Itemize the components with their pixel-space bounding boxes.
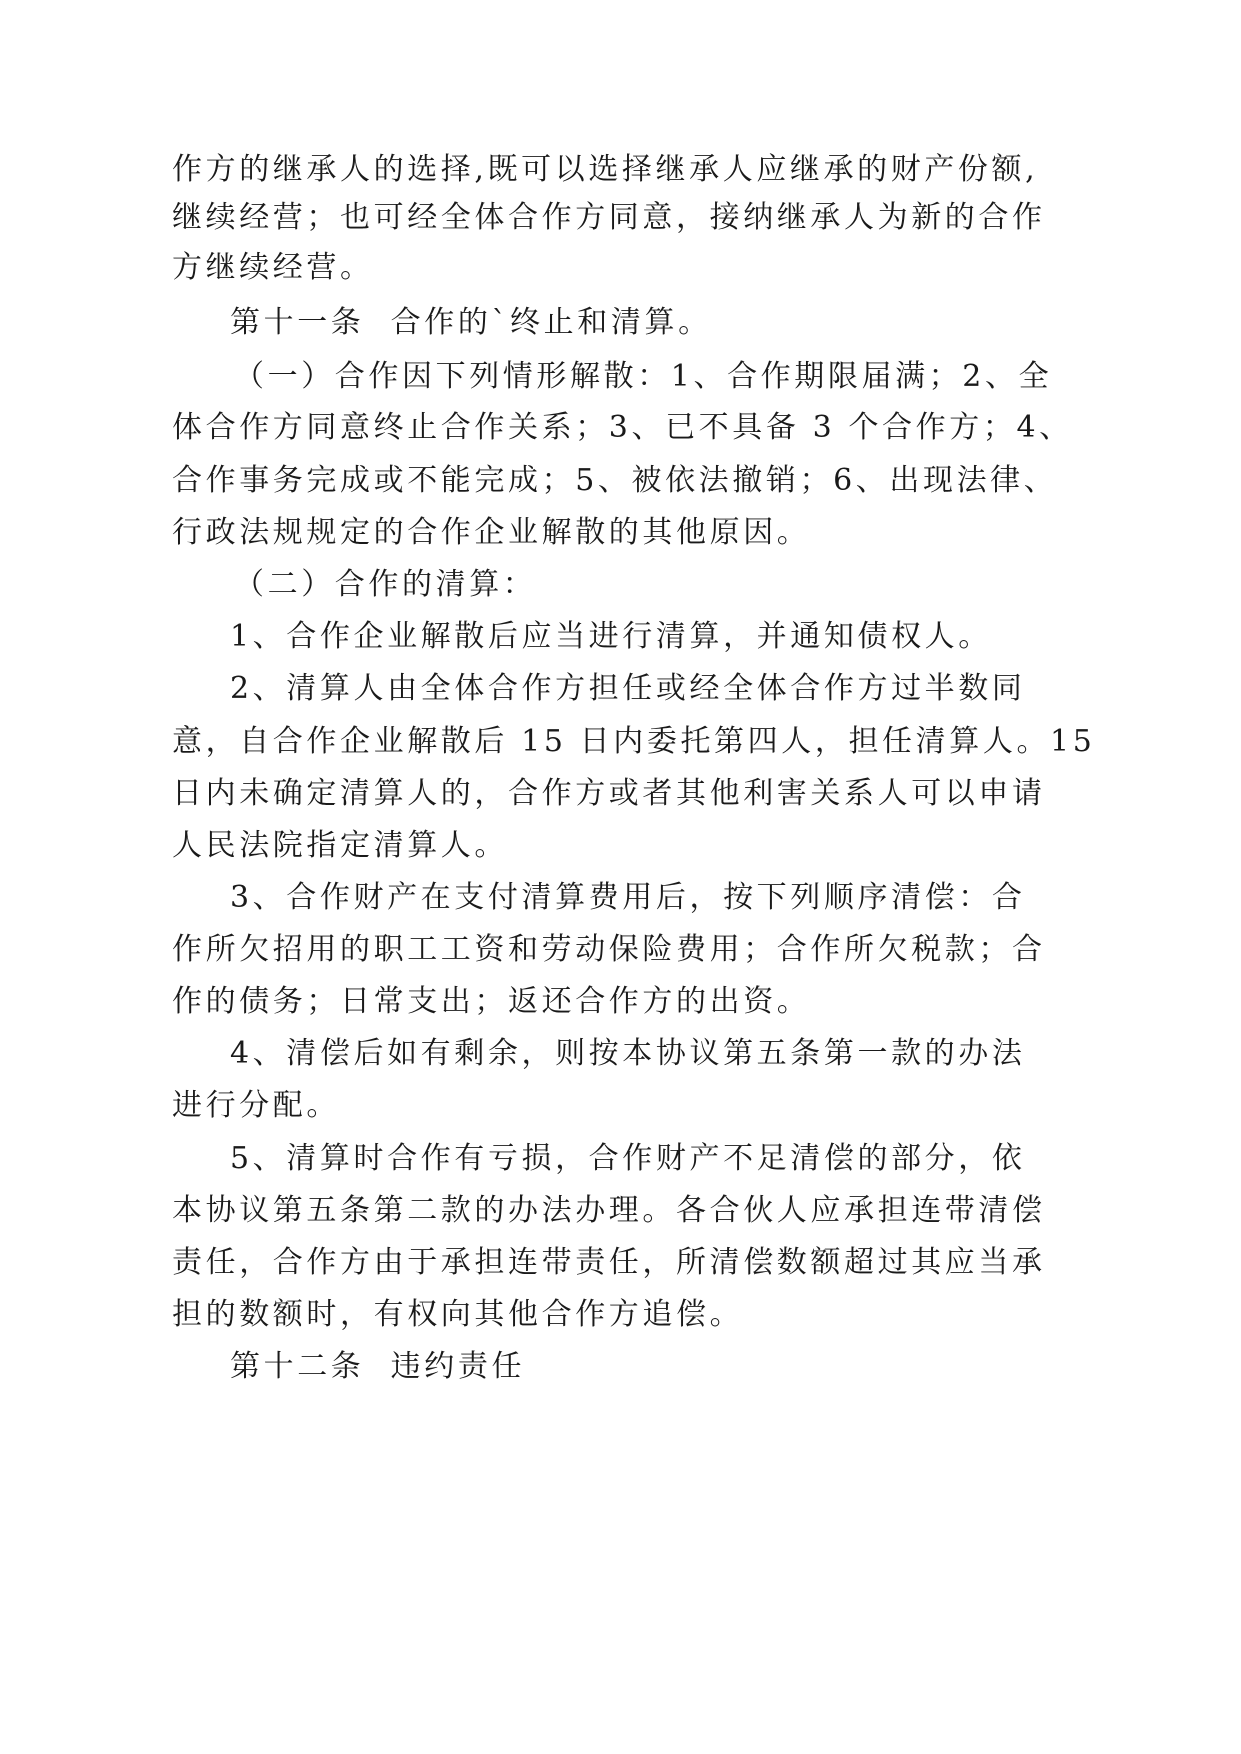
text-line: 担的数额时，有权向其他合作方追偿。 xyxy=(172,1297,744,1332)
text-line: 行政法规规定的合作企业解散的其他原因。 xyxy=(172,515,811,550)
text-line: 日内未确定清算人的，合作方或者其他利害关系人可以申请 xyxy=(172,776,1046,811)
text-line: 作的债务；日常支出；返还合作方的出资。 xyxy=(172,984,811,1019)
section-heading: 第十二条 违约责任 xyxy=(230,1349,526,1384)
section-heading: 第十一条 合作的`终止和清算。 xyxy=(230,305,712,340)
text-line: 方继续经营。 xyxy=(172,250,374,285)
text-line: 5、清算时合作有亏损，合作财产不足清偿的部分，依 xyxy=(230,1141,1026,1176)
text-line: （一）合作因下列情形解散：1、合作期限届满；2、全 xyxy=(234,359,1053,394)
text-line: 意，自合作企业解散后 15 日内委托第四人，担任清算人。15 xyxy=(172,724,1096,759)
text-line: 体合作方同意终止合作关系；3、已不具备 3 个合作方；4、 xyxy=(172,410,1073,445)
text-line: 本协议第五条第二款的办法办理。各合伙人应承担连带清偿 xyxy=(172,1193,1046,1228)
text-line: 作方的继承人的选择,既可以选择继承人应继承的财产份额, xyxy=(172,152,1039,187)
text-line: 继续经营；也可经全体合作方同意，接纳继承人为新的合作 xyxy=(172,200,1046,235)
text-line: 4、清偿后如有剩余，则按本协议第五条第一款的办法 xyxy=(230,1036,1026,1071)
text-line: 作所欠招用的职工工资和劳动保险费用；合作所欠税款；合 xyxy=(172,932,1046,967)
text-line: 人民法院指定清算人。 xyxy=(172,828,508,863)
text-line: （二）合作的清算： xyxy=(234,567,537,602)
text-line: 进行分配。 xyxy=(172,1088,340,1123)
text-line: 责任，合作方由于承担连带责任，所清偿数额超过其应当承 xyxy=(172,1245,1046,1280)
text-line: 3、合作财产在支付清算费用后，按下列顺序清偿：合 xyxy=(230,880,1026,915)
text-line: 合作事务完成或不能完成；5、被依法撤销；6、出现法律、 xyxy=(172,463,1058,498)
text-line: 2、清算人由全体合作方担任或经全体合作方过半数同 xyxy=(230,671,1026,706)
text-line: 1、合作企业解散后应当进行清算，并通知债权人。 xyxy=(230,619,992,654)
